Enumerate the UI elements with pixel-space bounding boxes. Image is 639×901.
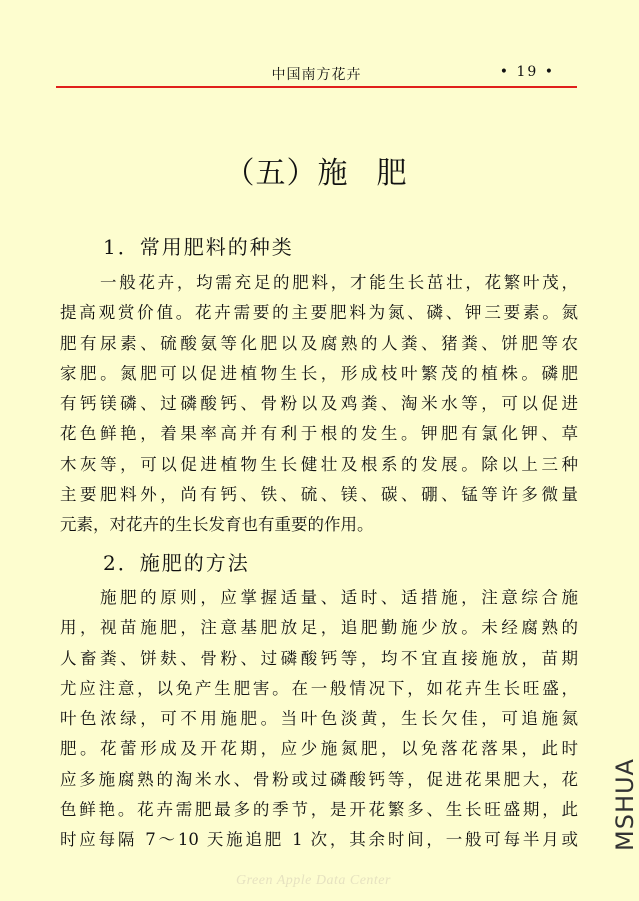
text-line: 花色鲜艳，着果率高并有利于根的发生。钾肥有氯化钾、草	[60, 424, 578, 444]
text-line: 肥有尿素、硫酸氨等化肥以及腐熟的人粪、猪粪、饼肥等农	[60, 333, 578, 353]
text-line: 元素，对花卉的生长发育也有重要的作用。	[60, 515, 374, 535]
page-number: • 19 •	[499, 64, 555, 80]
section-2-body	[60, 583, 578, 856]
chapter-title	[0, 148, 632, 192]
section-1-body	[60, 268, 578, 541]
text-line: 提高观赏价值。花卉需要的主要肥料为氮、磷、钾三要素。氮	[60, 303, 578, 323]
text-line: 主要肥料外，尚有钙、铁、硫、镁、碳、硼、锰等许多微量	[60, 485, 578, 505]
text-line: 一般花卉，均需充足的肥料，才能生长茁壮，花繁叶茂，	[100, 273, 578, 292]
watermark: Green Apple Data Center	[236, 873, 391, 888]
text-line: 施肥的原则，应掌握适量、适时、适措施，注意综合施	[100, 588, 578, 607]
text-line: 人畜粪、饼麸、骨粉、过磷酸钙等，均不宜直接施放，苗期	[60, 648, 578, 668]
header-rule	[56, 86, 577, 88]
text-line: 尤应注意，以免产生肥害。在一般情况下，如花卉生长旺盛，	[60, 678, 578, 698]
chapter-title-suffix: 肥	[376, 156, 408, 191]
text-line: 色鲜艳。花卉需肥最多的季节，是开花繁多、生长旺盛期，此	[60, 800, 578, 820]
running-title: 中国南方花卉	[271, 67, 362, 83]
text-line: 应多施腐熟的淘米水、骨粉或过磷酸钙等，促进花果肥大，花	[60, 769, 578, 789]
text-line: 有钙镁磷、过磷酸钙、骨粉以及鸡粪、淘米水等，可以促进	[60, 394, 578, 414]
section-heading-2: 2．施肥的方法	[103, 551, 250, 575]
side-mark: MSHUA	[611, 758, 639, 851]
text-line: 叶色浓绿，可不用施肥。当叶色淡黄，生长欠佳，可追施氮	[60, 709, 578, 729]
text-line: 用，视苗施肥，注意基肥放足，追肥勤施少放。未经腐熟的	[60, 618, 578, 638]
text-line: 时应每隔 7～10 天施追肥 1 次，其余时间，一般可每半月或	[60, 830, 578, 850]
text-line: 肥。花蕾形成及开花期，应少施氮肥，以免落花落果，此时	[60, 739, 578, 759]
page-header	[56, 64, 577, 86]
section-heading-1: 1．常用肥料的种类	[103, 235, 294, 259]
text-line: 木灰等，可以促进植物生长健壮及根系的发展。除以上三种	[60, 454, 578, 474]
text-line: 家肥。氮肥可以促进植物生长，形成枝叶繁茂的植株。磷肥	[60, 363, 578, 383]
chapter-title-prefix: （五）施	[224, 156, 349, 191]
